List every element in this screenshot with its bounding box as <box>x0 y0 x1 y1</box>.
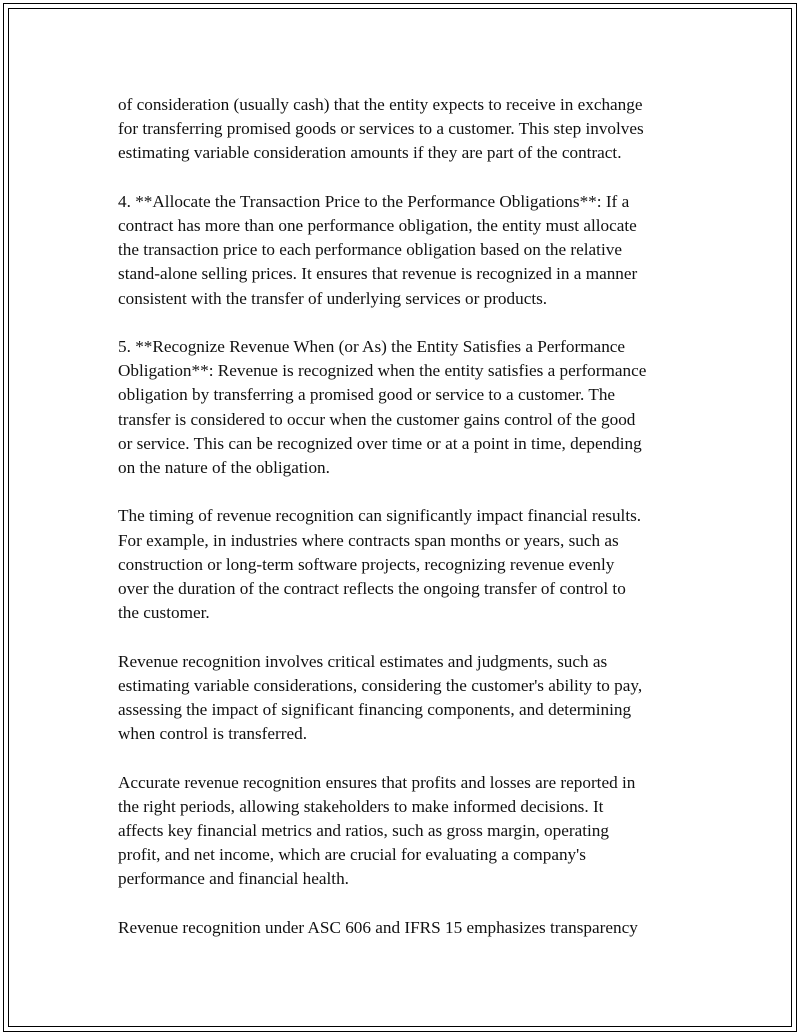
paragraph-asc-606-ifrs-15: Revenue recognition under ASC 606 and IFRS 15 emphasizes transparency <box>118 917 638 937</box>
paragraph-step-5-recognize: 5. **Recognize Revenue When (or As) the Entity Satisfies a Performance Obligation**: Revenue is recognized when the entity satisfies a performance obligation by transferring a promised good or service to a customer. The transfer is considered to occur when the customer gains control of the good or service. This can be recognized over time or at a point in time, depending on the nature of the obligation. <box>118 337 647 478</box>
paragraph-step-4-allocate: 4. **Allocate the Transaction Price to the Performance Obligations**: If a contract has more than one performance obligation, the entity must allocate the transaction price to each performance obligation based on the relative stand-alone selling prices. It ensures that revenue is recognized in a manner consistent with the transfer of underlying services or products. <box>118 191 638 308</box>
paragraph-transaction-price-continuation: of consideration (usually cash) that the entity expects to receive in exchange for transferring promised goods or services to a customer. This step involves estimating variable consideration amounts if they are part of the contract. <box>118 95 644 163</box>
document-body <box>118 93 690 964</box>
paragraph-timing: The timing of revenue recognition can significantly impact financial results. For example, in industries where contracts span months or years, such as construction or long-term software projects, recognizing revenue evenly over the duration of the contract reflects the ongoing transfer of control to the customer. <box>118 506 642 623</box>
paragraph-accurate-recognition: Accurate revenue recognition ensures that profits and losses are reported in the right periods, allowing stakeholders to make informed decisions. It affects key financial metrics and ratios, such as gross margin, operating profit, and net income, which are crucial for evaluating a company's performance and financial health. <box>118 772 636 889</box>
paragraph-estimates-judgments: Revenue recognition involves critical estimates and judgments, such as estimating variable considerations, considering the customer's ability to pay, assessing the impact of significant financing components, and determining when control is transferred. <box>118 651 643 744</box>
